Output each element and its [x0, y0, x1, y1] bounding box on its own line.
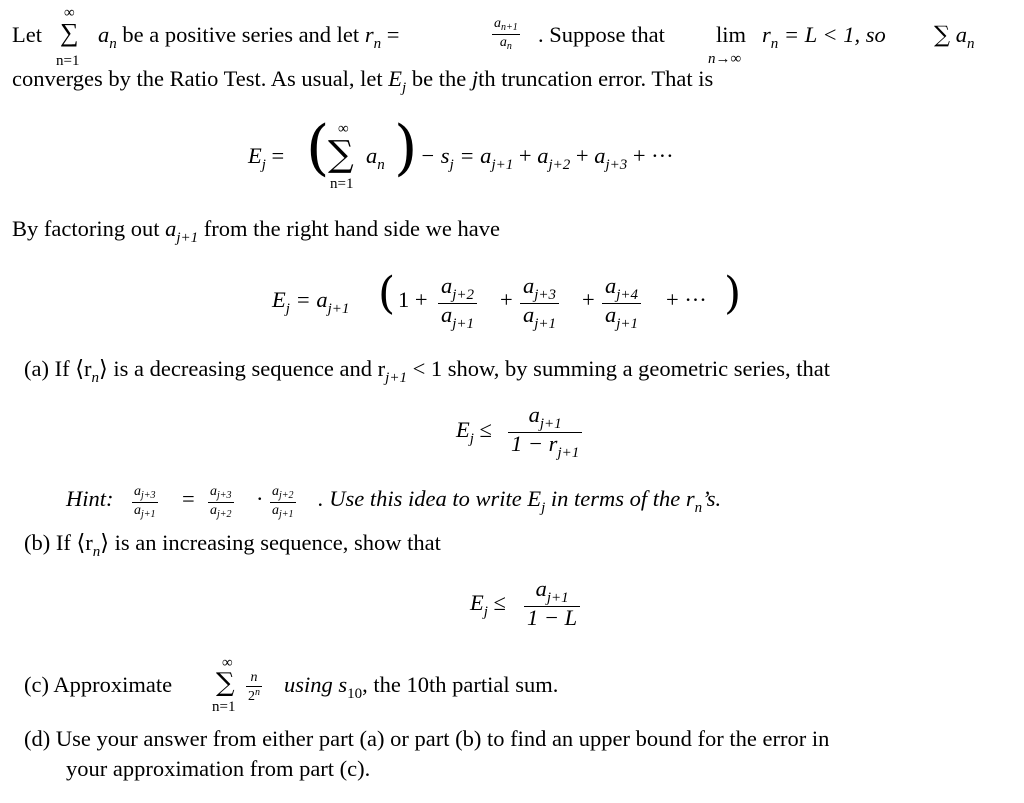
hint-f2n: j+3 — [217, 490, 232, 501]
hint-text-1-sub: j — [541, 500, 546, 516]
part-b-ineq-sub: j — [483, 604, 488, 620]
eq1-open-paren: ( — [306, 113, 330, 183]
eq2-close-paren: ) — [724, 268, 742, 319]
part-a-text-1-sub: n — [91, 370, 99, 386]
eq2-frac3 — [602, 275, 641, 332]
part-b-ineq-op: ≤ — [493, 590, 506, 615]
intro-sum2-symbol: ∑ — [934, 22, 951, 48]
part-c-rest — [284, 674, 558, 702]
intro-lim-rn: r — [762, 22, 771, 47]
part-a-ineq-e: E — [456, 417, 470, 442]
part-c-frac-den-sup: n — [255, 687, 260, 699]
part-b-frac — [524, 578, 580, 630]
part-d-line-1 — [24, 728, 829, 751]
eq1-an-a: a — [366, 143, 378, 168]
eq2-a-sub: j+1 — [327, 301, 350, 317]
factor-a-sub: j+1 — [176, 230, 199, 246]
eq2-lhs-sub: j — [285, 301, 290, 317]
eq1-lhs-e: E — [248, 143, 262, 168]
intro-ratio-den-sub: n — [506, 40, 512, 52]
part-b-text-1: If ⟨r — [55, 530, 93, 555]
intro-jth: j — [471, 66, 479, 91]
eq1-eq: = — [271, 143, 285, 168]
intro-rn: r — [364, 22, 374, 47]
part-b-num-sub: j+1 — [546, 590, 569, 606]
eq2-lhs — [272, 289, 349, 317]
part-c-sum-upper: ∞ — [222, 655, 233, 671]
intro-ratio-num-sub: n+1 — [501, 22, 518, 33]
eq1-rhs: − $s_j = a_{j+1} + a_{j+2} + a_{j+3}$ + ··· — [420, 143, 674, 173]
part-c-label: (c) — [24, 672, 49, 697]
hint-text-2: in terms of the r — [550, 486, 695, 511]
intro-an: a — [98, 22, 110, 47]
hint-f3d: j+1 — [279, 508, 294, 520]
intro-sum2-an-sub: n — [966, 36, 975, 52]
intro-lim-rest — [762, 24, 886, 52]
hint-f3n: j+2 — [279, 490, 294, 501]
hint-eq: = — [182, 486, 195, 511]
factor-after: from the right hand side we have — [203, 216, 500, 241]
part-c-sum-lower: n=1 — [212, 699, 236, 715]
intro-text-1: be a positive series and let — [122, 22, 360, 47]
intro-rn-sub: n — [373, 36, 382, 52]
part-b-line — [24, 532, 441, 560]
eq2-frac1-inner: $\frac{a_{j+2}}{a_{j+1}}$ — [438, 275, 477, 332]
eq2-frac3-den-sub: j+1 — [616, 316, 639, 332]
eq1-dots: + ··· — [632, 143, 674, 168]
part-c-sum-symbol: ∑ — [216, 668, 235, 698]
part-a-line — [24, 358, 830, 386]
part-c-text-3: , the 10th partial sum. — [362, 672, 559, 697]
eq2-one: 1 + — [398, 287, 428, 312]
intro-ej-sub: j — [402, 80, 407, 96]
hint-frac1 — [132, 484, 158, 520]
eq1-rest-sub: j — [449, 157, 454, 173]
eq2-frac1 — [438, 275, 477, 332]
part-c-text-2: using s — [284, 672, 348, 697]
eq2-open-paren: ( — [378, 268, 396, 319]
intro-line-2c: th truncation error. That is — [478, 66, 714, 91]
hint-f1d: j+1 — [141, 508, 156, 520]
eq2-frac1-den-sub: j+1 — [452, 316, 475, 332]
eq1-a2: a — [537, 143, 549, 168]
hint-frac3-inner: $\frac{a_{j+2}}{a_{j+1}}$ — [272, 484, 294, 520]
intro-line-2b: be the — [411, 66, 467, 91]
part-a-num-sub: j+1 — [539, 416, 562, 432]
eq2-frac2-inner: $\frac{a_{j+3}}{a_{j+1}}$ — [520, 275, 559, 332]
hint-text-2-sub: n — [694, 500, 703, 516]
eq1-lhs — [248, 145, 284, 173]
hint-f2d: j+2 — [217, 508, 232, 520]
eq1-rhs-a1: = a — [459, 143, 492, 168]
part-c-line — [24, 674, 172, 697]
eq1-sum-symbol: ∑ — [328, 134, 354, 175]
part-c-text-2-sub: 10 — [347, 686, 363, 702]
eq2-frac2-den-sub: j+1 — [534, 316, 557, 332]
part-b-frac-inner — [524, 578, 580, 630]
part-a-text-3: < 1 show, by summing a geometric series, that — [412, 356, 830, 381]
part-a-ineq-op: ≤ — [479, 417, 492, 442]
hint-text — [318, 488, 721, 516]
factor-line — [12, 218, 500, 246]
part-a-frac-inner — [508, 404, 582, 461]
eq1-rest: − s — [420, 143, 450, 168]
intro-text-2: . Suppose that — [538, 22, 665, 47]
intro-ratio-frac — [492, 16, 520, 52]
part-a-text-2-sub: j+1 — [385, 370, 407, 386]
part-a-text-1: If ⟨r — [54, 356, 92, 381]
intro-lim: lim — [716, 22, 747, 47]
intro-sum2 — [934, 24, 974, 52]
hint-f1n: j+3 — [141, 490, 156, 501]
part-d-label: (d) — [24, 726, 51, 751]
factor-before: By factoring out — [12, 216, 160, 241]
eq1-t1: j+1 — [491, 157, 514, 173]
eq2-plus1: + — [500, 287, 513, 312]
intro-let: Let — [12, 22, 42, 47]
hint-text-1: . Use this idea to write E — [318, 486, 542, 511]
intro-ratio-den: a — [499, 34, 507, 50]
eq2-frac2-num-sub: j+3 — [534, 287, 557, 303]
part-a-num: a — [528, 402, 540, 427]
part-b-ineq-lhs — [470, 592, 506, 620]
eq1-a3: a — [594, 143, 606, 168]
eq1-t2: j+2 — [548, 157, 571, 173]
part-a-text-2: ⟩ is a decreasing sequence and r — [99, 356, 386, 381]
eq1-sum-upper: ∞ — [338, 121, 349, 137]
part-a-ineq-sub: j — [469, 431, 474, 447]
part-c-frac-den: 2 — [248, 689, 255, 705]
hint-label: Hint: — [66, 486, 114, 511]
eq2-plus2: + — [582, 287, 595, 312]
part-c-frac — [246, 670, 262, 705]
intro-ratio-num: a — [494, 16, 501, 31]
hint-frac2-inner: $\frac{a_{j+3}}{a_{j+2}}$ — [210, 484, 232, 520]
factor-a: a — [165, 216, 177, 241]
intro-line-1 — [12, 24, 42, 47]
part-c-frac-inner — [246, 670, 262, 705]
eq1-close-paren: ) — [394, 113, 418, 183]
eq2-eq: = a — [295, 287, 328, 312]
part-b-ineq-e: E — [470, 590, 484, 615]
intro-sum-upper: ∞ — [64, 5, 75, 21]
intro-lim-rn-sub: n — [770, 36, 779, 52]
eq2-lhs-e: E — [272, 287, 286, 312]
part-a-label: (a) — [24, 356, 49, 381]
part-b-text-2: ⟩ is an increasing sequence, show that — [100, 530, 441, 555]
part-a-ineq-lhs — [456, 419, 492, 447]
part-b-text-1-sub: n — [92, 544, 101, 560]
eq1-an-sub: n — [377, 157, 385, 173]
intro-sum-lower: n=1 — [56, 53, 80, 69]
part-a-den-sub: j+1 — [557, 445, 580, 461]
eq2-frac3-num-sub: j+4 — [616, 287, 639, 303]
part-d-text-1: Use your answer from either part (a) or part (b) to find an upper bound for the error in — [55, 726, 830, 751]
intro-ej: E — [388, 66, 403, 91]
part-b-den: 1 − L — [527, 605, 578, 630]
part-a-frac — [508, 404, 582, 461]
intro-line-1-rest — [98, 24, 399, 52]
hint-frac2 — [208, 484, 234, 520]
eq1-lhs-sub: j — [261, 157, 266, 173]
intro-sum-symbol: ∑ — [60, 18, 79, 47]
intro-line-2 — [12, 68, 713, 96]
part-a-den: 1 − r — [511, 431, 558, 456]
part-b-num: a — [535, 576, 547, 601]
intro-eq: = — [386, 22, 400, 47]
intro-an-sub: n — [109, 36, 117, 52]
hint-text-3: ’s. — [702, 486, 722, 511]
eq1-t3: j+3 — [605, 157, 628, 173]
eq2-frac2 — [520, 275, 559, 332]
hint-dot: · — [256, 486, 264, 511]
eq1-an — [366, 145, 385, 173]
hint-frac3 — [270, 484, 296, 520]
intro-text-3: = L < 1, so — [783, 22, 886, 47]
eq1-sum-lower: n=1 — [330, 176, 354, 192]
part-b-label: (b) — [24, 530, 51, 555]
eq2-frac3-inner: $\frac{a_{j+4}}{a_{j+1}}$ — [602, 275, 641, 332]
part-c-text-1: Approximate — [53, 672, 173, 697]
intro-lim-sub: n→∞ — [708, 51, 742, 67]
part-d-line-2: your approximation from part (c). — [66, 756, 371, 781]
intro-ratio — [492, 16, 520, 52]
hint-frac1-inner: $\frac{a_{j+3}}{a_{j+1}}$ — [134, 484, 156, 520]
intro-line-2-text: converges by the Ratio Test. As usual, let — [12, 66, 383, 91]
part-c-frac-num: n — [250, 670, 258, 685]
intro-sum2-an: a — [955, 22, 967, 47]
eq2-dots: + ··· — [666, 287, 707, 312]
eq2-frac1-num-sub: j+2 — [452, 287, 475, 303]
